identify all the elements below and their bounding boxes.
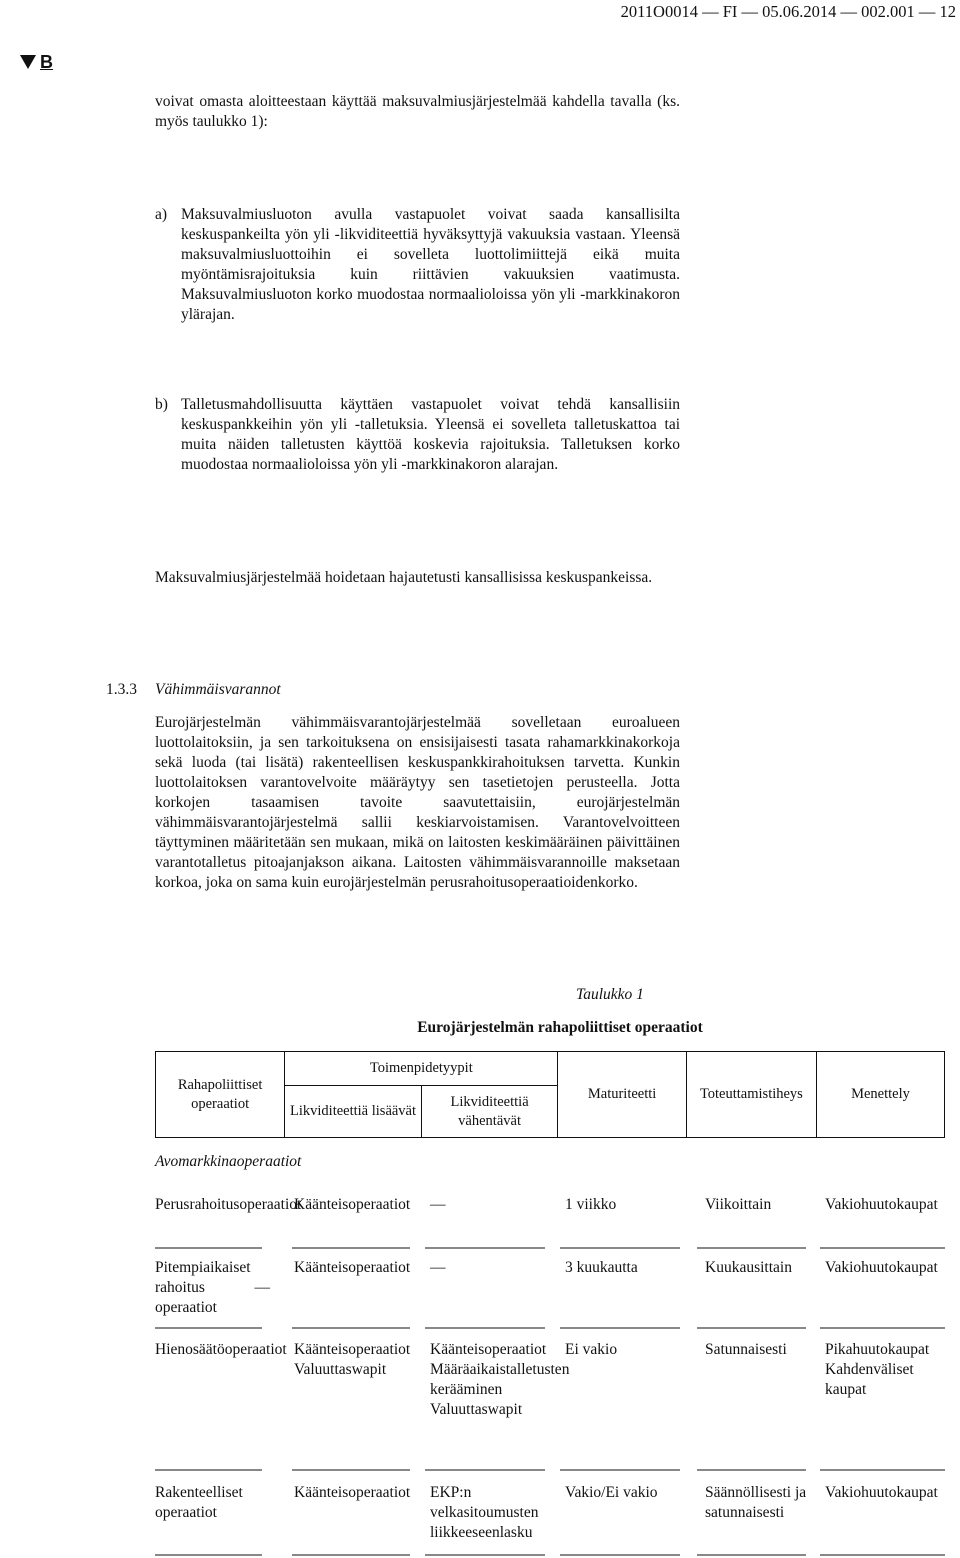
row1-col6: Vakiohuutokaupat — [825, 1196, 938, 1213]
row1-col4: 1 viikko — [565, 1196, 617, 1213]
row2-col1: Pitempiaikaiset rahoitus — operaatiot — [155, 1259, 270, 1316]
header-cell-operations: Rahapoliittiset operaatiot — [156, 1052, 285, 1138]
row3-col5: Satunnaisesti — [705, 1341, 787, 1358]
row2-col6: Vakiohuutokaupat — [825, 1259, 938, 1276]
note-paragraph — [155, 568, 680, 588]
header-cell-providing: Likviditeettiä lisäävät — [285, 1086, 422, 1138]
row3-col2: Käänteisoperaatiot Valuuttaswapit — [294, 1341, 411, 1378]
section-body-text: Eurojärjestelmän vähimmäisvarantojärjestelmää sovelletaan euroalueen luottolaitoksiin, ja sen tarkoituksena on ensisijaisesti tasata rahamarkkinakorkoja sekä luoda (tai lisätä) rakenteellisen keskuspankkirahoituksen tarvetta. Kunkin luottolaitoksen varantovelvoite määräytyy sen tasetietojen perusteella. Jotta korkojen tasaamisen tavoite saavutettaisiin, eurojärjestelmän vähimmäisvarantojärjestelmä sallii keskiarvoistamisen. Varantovelvoitteen täyttyminen määritetään sen mukaan, mikä on laitosten keskimääräinen päivittäinen varantotalletus pitoajanjakson aikana. Laitosten vähimmäisvarannoille maksetaan korkoa, joka on sama kuin eurojärjestelmän perusrahoitusoperaatioidenkorko. — [155, 714, 680, 891]
section-body — [155, 713, 680, 893]
amendment-marker — [20, 52, 53, 72]
list-item-label: a) — [155, 206, 168, 223]
row1-col1: Perusrahoitusoperaatiot — [155, 1196, 302, 1213]
row2-col4: 3 kuukautta — [565, 1259, 638, 1276]
row4-col3: EKP:n velkasitoumusten liikkeeseenlasku — [430, 1484, 539, 1541]
table-header — [155, 1051, 945, 1138]
header-cell-group: Toimenpidetyypit — [285, 1052, 558, 1086]
header-cell-absorbing: Likviditeettiä vähentävät — [421, 1086, 558, 1138]
list-item-label: b) — [155, 396, 168, 413]
row3-col3: Käänteisoperaatiot Määräaikaistalletusten kerääminen Valuuttaswapit — [430, 1341, 570, 1418]
marker-label: B — [40, 52, 53, 72]
list-item-text: Talletusmahdollisuutta käyttäen vastapuolet voivat tehdä kansallisiin keskuspankkeihin yön yli -talletuksia. Yleensä ei sovelleta talletuskattoa tai muita näiden talletusten käyttöä koskevia rajoituksia. Talletuksen korko muodostaa normaalioloissa yön yli -markkinakoron alarajan. — [181, 396, 680, 473]
row2-col3: — — [430, 1259, 446, 1276]
header-cell-maturity: Maturiteetti — [558, 1052, 686, 1138]
table-caption-text: Taulukko 1 — [576, 986, 644, 1003]
row3-col6: Pikahuutokaupat Kahdenväliset kaupat — [825, 1341, 930, 1398]
row4-col6: Vakiohuutokaupat — [825, 1484, 938, 1501]
row3-col1: Hienosäätöoperaatiot — [155, 1341, 287, 1358]
header-cell-procedure: Menettely — [816, 1052, 944, 1138]
list-item-a — [155, 205, 680, 325]
row1-col5: Viikoittain — [705, 1196, 772, 1213]
row3-col4: Ei vakio — [565, 1341, 618, 1358]
row4-col4: Vakio/Ei vakio — [565, 1484, 658, 1501]
note-text: Maksuvalmiusjärjestelmää hoidetaan hajautetusti kansallisissa keskuspankeissa. — [155, 569, 653, 586]
document-header: 2011O0014 — FI — 05.06.2014 — 002.001 — 12 — [620, 2, 956, 21]
section-title: Vähimmäisvarannot — [155, 681, 281, 698]
intro-paragraph — [155, 92, 680, 132]
table-title: Eurojärjestelmän rahapoliittiset operaatiot — [417, 1019, 703, 1036]
row2-col2: Käänteisoperaatiot — [294, 1259, 411, 1276]
section-number: 1.3.3 — [106, 681, 137, 698]
intro-text: voivat omasta aloitteestaan käyttää maksuvalmiusjärjestelmää kahdella tavalla (ks. myös taulukko 1): — [155, 93, 680, 130]
row4-col5: Säännöllisesti ja satunnaisesti — [705, 1484, 807, 1521]
list-item-b — [155, 395, 680, 475]
table-caption — [155, 985, 945, 1005]
table-subheading: Avomarkkinaoperaatiot — [155, 1153, 302, 1170]
list-item-text: Maksuvalmiusluoton avulla vastapuolet voivat saada kansallisilta keskuspankeilta yön yli -likviditeettiä hyväksyttyjä vakuuksia vastaan. Yleensä maksuvalmiusluottoihin ei sovelleta luottolimiittejä eikä muita myöntämisrajoituksia kuin riittävien vakuuksien vaatimusta. Maksuvalmiusluoton korko muodostaa normaalioloissa yön yli -markkinakoron ylärajan. — [181, 206, 680, 323]
row2-col5: Kuukausittain — [705, 1259, 792, 1276]
row4-col1: Rakenteelliset operaatiot — [155, 1484, 243, 1521]
row1-col2: Käänteisoperaatiot — [294, 1196, 411, 1213]
header-cell-frequency: Toteuttamistiheys — [686, 1052, 816, 1138]
triangle-down-icon — [20, 55, 36, 69]
row4-col2: Käänteisoperaatiot — [294, 1484, 411, 1501]
row1-col3: — — [430, 1196, 446, 1213]
